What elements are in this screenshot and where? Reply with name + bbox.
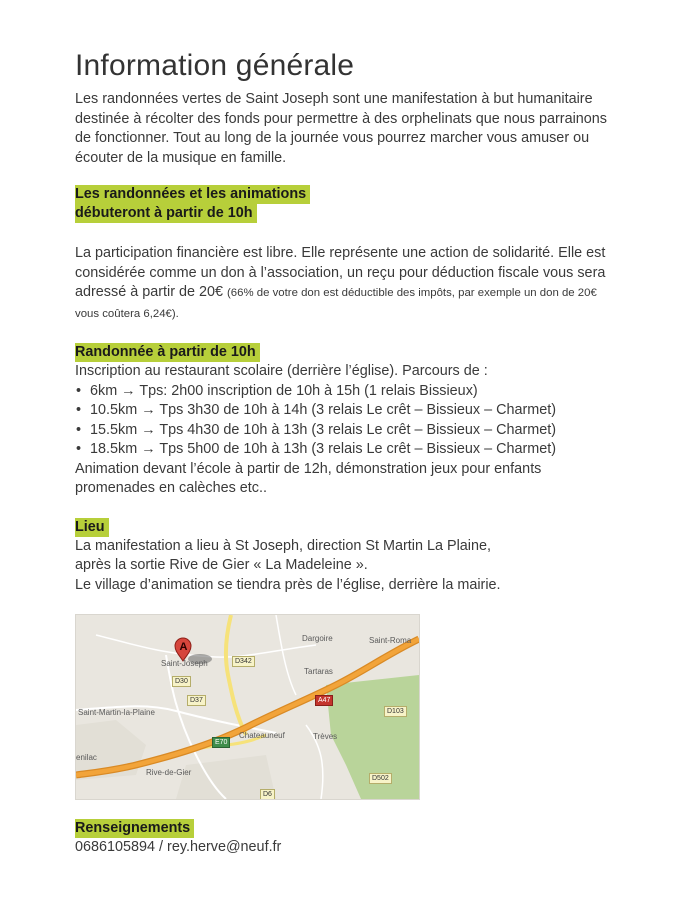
- place-saint-joseph: Saint-Joseph: [161, 659, 208, 668]
- marker-label: A: [179, 641, 188, 653]
- road-d103: D103: [384, 706, 407, 717]
- place-treves: Trèves: [313, 732, 338, 741]
- page-title: Information générale: [75, 49, 355, 82]
- road-d502: D502: [369, 773, 392, 784]
- place-saint-martin: Saint-Martin-la-Plaine: [78, 708, 155, 717]
- document-page: [75, 48, 620, 858]
- place-chateauneuf: Chateauneuf: [239, 731, 285, 740]
- location-map[interactable]: [75, 614, 420, 800]
- bullet-icon: •: [76, 402, 82, 418]
- start-line-2: débuteront à partir de 10h: [75, 204, 257, 223]
- start-highlight: [75, 185, 620, 223]
- route-text: 15.5km → Tps 4h30 de 10h à 13h (3 relais Le crêt – Bissieux – Charmet): [90, 421, 557, 438]
- road-d37: D37: [187, 695, 206, 706]
- lieu-line: après la sortie Rive de Gier « La Madeleine ».: [75, 557, 368, 573]
- lieu-line: La manifestation a lieu à St Joseph, direction St Martin La Plaine,: [75, 537, 491, 554]
- list-item: [75, 421, 620, 441]
- contact-section: [75, 819, 620, 858]
- intro-paragraph: Les randonnées vertes de Saint Joseph sont une manifestation à but humanitaire destinée à récolter des fonds pour permettre à des orphelinats que nous parrainons de fonctionner. Tout au long de la journée vous pourrez marcher vous amuser ou écouter de la musique en famille.: [75, 91, 607, 166]
- road-d342: D342: [232, 656, 255, 667]
- lieu-line: Le village d’animation se tiendra près de l’église, derrière la mairie.: [75, 576, 501, 593]
- bullet-icon: •: [76, 382, 82, 399]
- randonnee-intro: Inscription au restaurant scolaire (derrière l’église). Parcours de :: [75, 363, 488, 379]
- place-genilac: enilac: [76, 753, 97, 762]
- list-item: [75, 440, 620, 460]
- place-saint-romain: Saint-Roma: [369, 636, 412, 645]
- list-item: [75, 401, 620, 421]
- route-list: [75, 382, 620, 460]
- participation-note: (66% de votre don est déductible des impôts, par exemple un don de 20€ vous coûtera 6,24€).: [75, 287, 597, 320]
- animation-paragraph: Animation devant l’école à partir de 12h, démonstration jeux pour enfants promenades en calèches etc..: [75, 460, 542, 496]
- place-tartaras: Tartaras: [304, 667, 333, 676]
- route-text: 18.5km → Tps 5h00 de 10h à 13h (3 relais Le crêt – Bissieux – Charmet): [90, 441, 557, 457]
- contact-text[interactable]: 0686105894 / rey.herve@neuf.fr: [75, 839, 282, 855]
- participation-text: La participation financière est libre. Elle représente une action de solidarité. Elle est considérée comme un don à l’association, un reçu pour déduction fiscale vous sera adressé à partir de 20€: [75, 245, 606, 300]
- bullet-icon: •: [76, 441, 82, 457]
- randonnee-section: [75, 343, 620, 499]
- place-rive-de-gier: Rive-de-Gier: [146, 768, 192, 777]
- bullet-icon: •: [76, 421, 82, 438]
- lieu-heading: Lieu: [75, 518, 109, 537]
- route-text: 10.5km → Tps 3h30 de 10h à 14h (3 relais Le crêt – Bissieux – Charmet): [90, 402, 557, 418]
- road-d30: D30: [172, 676, 191, 687]
- road-d6: D6: [260, 789, 275, 800]
- start-line-1: Les randonnées et les animations: [75, 185, 310, 204]
- road-e70: E70: [212, 737, 230, 748]
- contact-heading: Renseignements: [75, 819, 194, 838]
- lieu-section: [75, 518, 620, 596]
- map-terrain: [76, 615, 419, 799]
- road-a47: A47: [315, 695, 333, 706]
- route-text: 6km → Tps: 2h00 inscription de 10h à 15h (1 relais Bissieux): [90, 382, 478, 399]
- participation-paragraph: [75, 244, 620, 324]
- randonnee-heading: Randonnée à partir de 10h: [75, 343, 260, 362]
- place-dargoire: Dargoire: [302, 634, 333, 643]
- list-item: [75, 382, 620, 402]
